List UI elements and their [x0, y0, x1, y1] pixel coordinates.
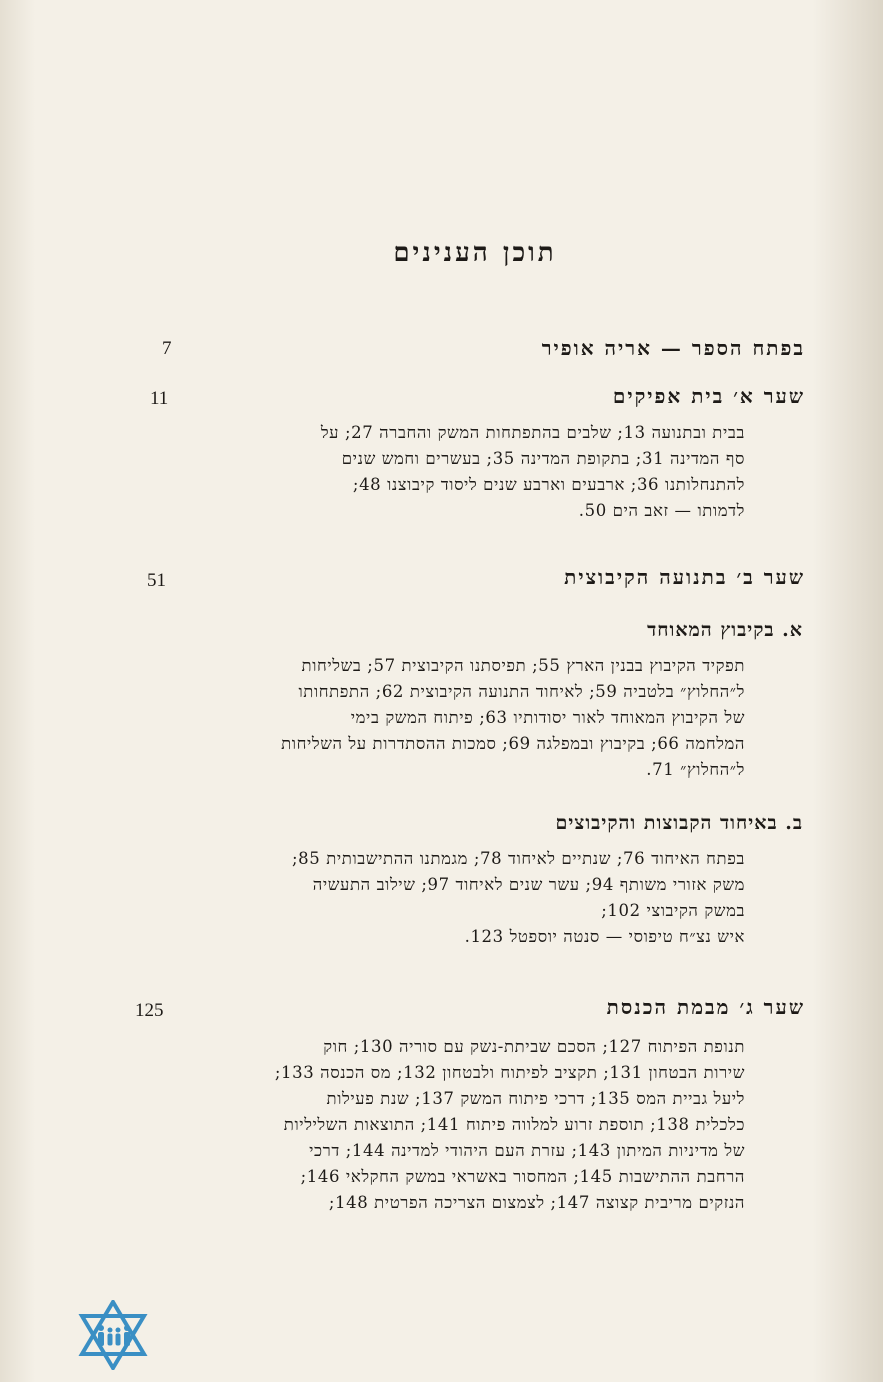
part3-line: הרחבת ההתישבות 145; המחסור באשראי במשק החקלאי 146;	[300, 1167, 745, 1186]
part3-line: תנופת הפיתוח 127; הסכם שביתת-נשק עם סוריה 130; חוק	[323, 1037, 745, 1056]
section-b-heading: ב. באיחוד הקבוצות והקיבוצים	[555, 812, 803, 834]
part1-contents	[200, 420, 745, 524]
part1-line: בבית ובתנועה 13; שלבים בהתפתחות המשק והחברה 27; על	[320, 423, 745, 442]
part3-contents	[200, 1034, 745, 1216]
part3-line: שירות הבטחון 131; תקציב לפיתוח ולבטחון 132; מס הכנסה 133;	[274, 1063, 745, 1082]
section-a-line: של הקיבוץ המאוחד לאור יסודותיו 63; פיתוח המשק בימי	[350, 708, 745, 727]
part3-line: ליעל גביית המס 135; דרכי פיתוח המשק 137; שנת פעילות	[326, 1089, 745, 1108]
part1-line: להתנחלותנו 36; ארבעים וארבע שנים ליסוד קיבוצנו 48;	[352, 475, 745, 494]
section-b-line: משק אזורי משותף 94; עשר שנים לאיחוד 97; שילוב התעשיה	[312, 875, 745, 894]
section-a-line: ל״החלוץ״ 71.	[646, 760, 745, 779]
section-a-contents	[200, 653, 745, 783]
section-b-contents	[200, 846, 745, 950]
part3-heading: שער ג׳ מבמת הכנסת	[606, 995, 805, 1019]
section-b-line: במשק הקיבוצי 102;	[601, 901, 745, 920]
part3-line: הנזקים מריבית קצוצה 147; לצמצום הצריכה הפרטית 148;	[328, 1193, 745, 1212]
part3-line: כלכלית 138; תוספת זרוע למלווה פיתוח 141; התוצאות השליליות	[283, 1115, 745, 1134]
star-of-david-family-icon	[76, 1300, 150, 1370]
part2-heading: שער ב׳ בתנועה הקיבוצית	[564, 565, 805, 589]
part1-heading: שער א׳ בית אפיקים	[612, 384, 805, 408]
preface-page-number: 7	[162, 338, 172, 359]
section-a-line: ל״החלוץ״ בלטביה 59; לאיחוד התנועה הקיבוצית 62; התפתחותו	[298, 682, 745, 701]
part1-line: לדמותו — זאב הים 50.	[578, 501, 745, 520]
page-title: תוכן הענינים	[393, 238, 557, 268]
section-b-line: איש נצ״ח טיפוסי — סנטה יוספטל 123.	[464, 927, 745, 946]
part2-page-number: 51	[147, 570, 166, 591]
part1-line: סף המדינה 31; בתקופת המדינה 35; בעשרים וחמש שנים	[341, 449, 745, 468]
section-a-line: תפקיד הקיבוץ בבנין הארץ 55; תפיסתנו הקיבוצית 57; בשליחות	[301, 656, 745, 675]
part3-line: של מדיניות המיתון 143; עזרת העם היהודי למדינה 144; דרכי	[309, 1141, 745, 1160]
part3-page-number: 125	[135, 1000, 164, 1021]
preface-entry: בפתח הספר — אריה אופיר	[541, 336, 805, 360]
section-a-line: המלחמה 66; בקיבוץ ובמפלגה 69; סמכות ההסתדרות על השליחות	[281, 734, 745, 753]
section-a-heading: א. בקיבוץ המאוחד	[647, 619, 803, 641]
part1-page-number: 11	[150, 388, 169, 409]
section-b-line: בפתח האיחוד 76; שנתיים לאיחוד 78; מגמתנו ההתישבותית 85;	[291, 849, 745, 868]
